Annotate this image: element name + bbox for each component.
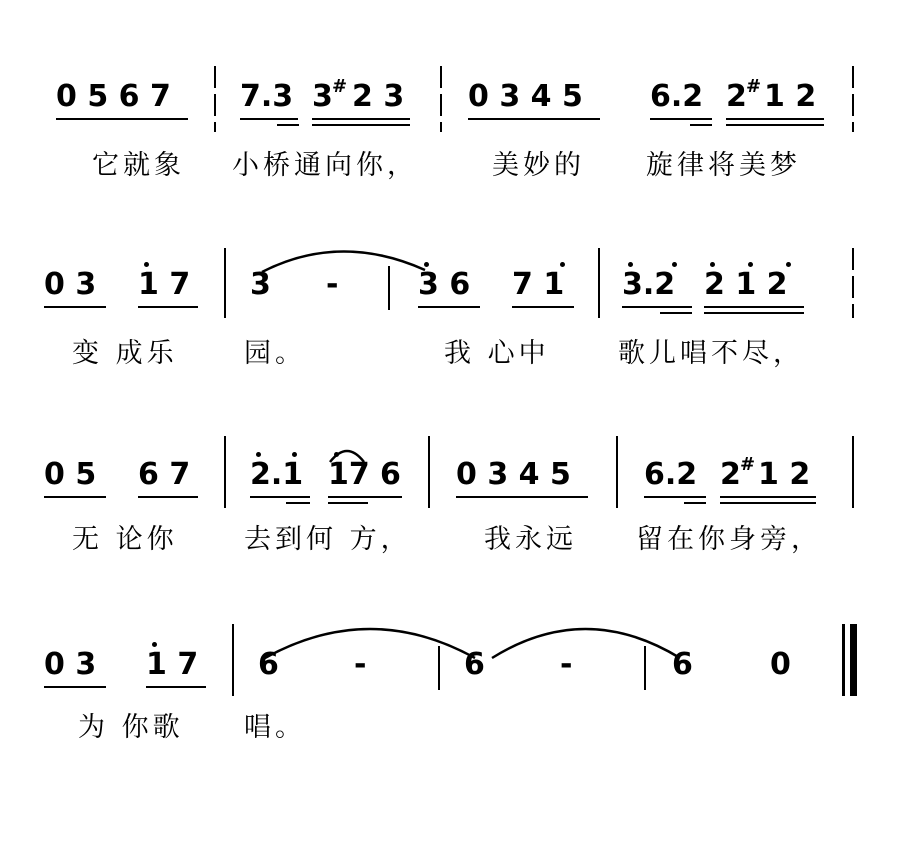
underline: [720, 496, 816, 498]
notes-6-7: 6 7: [138, 457, 191, 492]
lyric: 我永远: [484, 524, 577, 555]
underline: [726, 118, 824, 120]
underline-2: [720, 502, 816, 504]
notes-0-5: 0 5: [44, 457, 97, 492]
lyric: 留在你身旁，: [636, 524, 822, 555]
lyric: 我 心中: [444, 338, 550, 369]
notes-3-6: 3 6: [418, 267, 471, 302]
bar-line: [852, 248, 854, 318]
notes-3: 3: [312, 79, 333, 114]
notes-0-3: 0 3: [44, 647, 97, 682]
notes-1-7: 1 7: [138, 267, 191, 302]
underline: [468, 118, 600, 120]
notes-0345: 0 3 4 5: [468, 79, 583, 114]
lyric: 美妙的: [492, 150, 585, 181]
notes-7-3: 7.3: [240, 79, 294, 114]
notes-7-1: 7 1: [512, 267, 565, 302]
notes-2-1: 2.1: [250, 457, 304, 492]
rest-0: 0: [770, 647, 791, 682]
bar-line: [232, 624, 234, 696]
underline: [146, 686, 206, 688]
notes-2: 2: [720, 457, 741, 492]
notes-1-2: 1 2: [758, 457, 811, 492]
dash: -: [354, 647, 367, 682]
final-barline-thin: [842, 624, 845, 696]
bar-line: [616, 436, 618, 508]
notes-1-7: 1 7: [146, 647, 199, 682]
lyric: 变 成乐: [72, 338, 178, 369]
system-2: [0, 268, 922, 468]
notes-0345: 0 3 4 5: [456, 457, 571, 492]
high-dot: [292, 452, 297, 457]
system-4: [0, 648, 922, 848]
bar-line: [388, 266, 390, 310]
bar-line: [214, 66, 216, 132]
underline: [418, 306, 480, 308]
note-6: 6: [672, 647, 693, 682]
bar-line: [224, 436, 226, 508]
system-3: [0, 454, 922, 658]
notes-1-2: 1 2: [764, 79, 817, 114]
note-3: 3: [250, 267, 271, 302]
bar-line: [438, 646, 440, 690]
notes-3-2: 3.2: [622, 267, 676, 302]
sharp-sign: #: [740, 454, 756, 475]
underline: [138, 496, 198, 498]
underline-2: [312, 124, 410, 126]
underline: [44, 496, 106, 498]
bar-line: [644, 646, 646, 690]
lyric: 园。: [244, 338, 306, 369]
lyric: 歌儿唱不尽，: [618, 338, 804, 369]
underline: [622, 306, 692, 308]
high-dot: [786, 262, 791, 267]
high-dot: [672, 262, 677, 267]
high-dot: [152, 642, 157, 647]
underline-2: [684, 502, 706, 504]
note-6: 6: [258, 647, 279, 682]
lyric: 它就象: [92, 150, 185, 181]
bar-line: [428, 436, 430, 508]
note-6: 6: [380, 457, 401, 492]
notes-1-7: 17: [328, 457, 370, 492]
bar-line: [852, 436, 854, 508]
underline-2: [286, 502, 310, 504]
notes-6-2: 6.2: [644, 457, 698, 492]
bar-line: [852, 66, 854, 132]
underline: [250, 496, 310, 498]
underline-2: [277, 124, 299, 126]
sharp-sign: #: [746, 76, 762, 97]
high-dot: [424, 262, 429, 267]
dash: -: [560, 647, 573, 682]
underline: [44, 686, 106, 688]
lyric: 为 你歌: [78, 712, 184, 743]
notes-2-3: 2 3: [352, 79, 405, 114]
underline: [650, 118, 712, 120]
bar-line: [440, 66, 442, 132]
system-1: [0, 76, 922, 280]
underline: [44, 306, 106, 308]
high-dot: [710, 262, 715, 267]
high-dot: [144, 262, 149, 267]
notes-2-1-2: 2 1 2: [704, 267, 788, 302]
high-dot: [748, 262, 753, 267]
high-dot: [560, 262, 565, 267]
final-barline-thick: [850, 624, 857, 696]
high-dot: [256, 452, 261, 457]
underline: [56, 118, 188, 120]
bar-line: [224, 248, 226, 318]
underline-2: [704, 312, 804, 314]
underline-2: [726, 124, 824, 126]
underline: [138, 306, 198, 308]
lyric: 去到何 方，: [244, 524, 412, 555]
notes-2: 2: [726, 79, 747, 114]
underline: [328, 496, 402, 498]
underline: [644, 496, 706, 498]
sharp-sign: #: [332, 76, 348, 97]
underline: [312, 118, 410, 120]
underline: [240, 118, 298, 120]
underline: [456, 496, 588, 498]
lyric: 旋律将美梦: [646, 150, 801, 181]
high-dot: [334, 452, 339, 457]
high-dot: [628, 262, 633, 267]
underline: [704, 306, 804, 308]
underline: [512, 306, 574, 308]
notes-0-3: 0 3: [44, 267, 97, 302]
notes-0567: 0 5 6 7: [56, 79, 171, 114]
underline-2: [328, 502, 368, 504]
bar-line: [598, 248, 600, 318]
notes-6-2: 6.2: [650, 79, 704, 114]
note-6: 6: [464, 647, 485, 682]
lyric: 无 论你: [72, 524, 178, 555]
underline-2: [660, 312, 692, 314]
underline-2: [690, 124, 712, 126]
lyric: 唱。: [244, 712, 306, 743]
dash: -: [326, 267, 339, 302]
lyric: 小桥通向你，: [232, 150, 418, 181]
